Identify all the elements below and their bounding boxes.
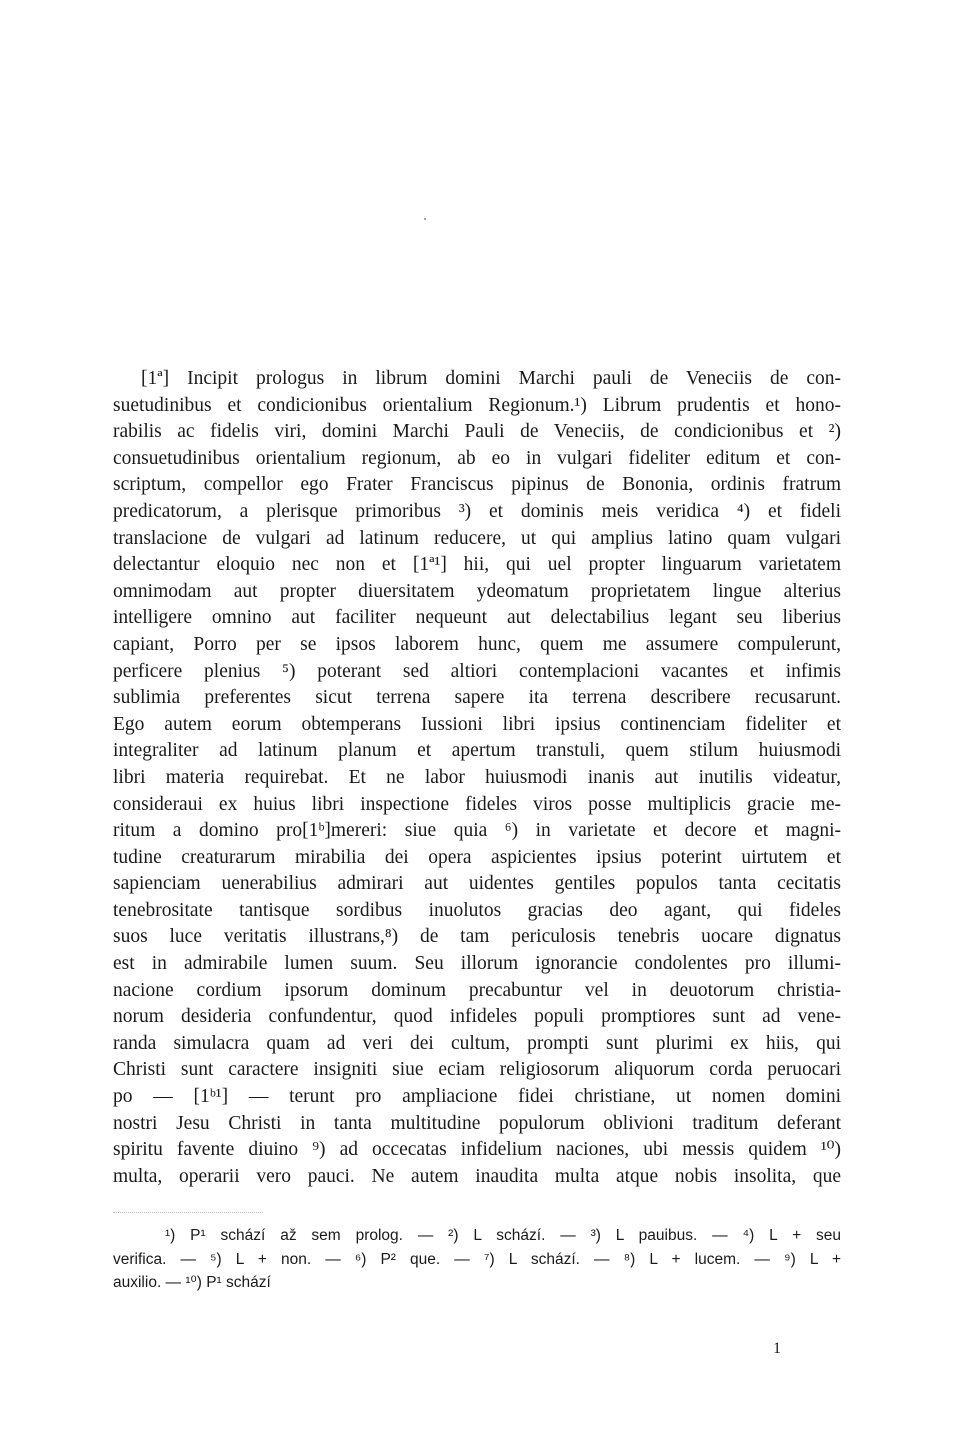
- text-line: suos luce veritatis illustrans,⁸) de tam periculosis tenebris uocare dignatus: [113, 926, 841, 948]
- text-line: intelligere omnino aut faciliter nequeunt aut delectabilius legant seu liberius: [113, 607, 841, 629]
- text-line: tudine creaturarum mirabilia dei opera aspicientes ipsius poterint uirtutem et: [113, 846, 841, 868]
- text-line: tenebrositate tantisque sordibus inuolutos gracias deo agant, qui fideles: [113, 899, 841, 921]
- footnotes-block: [113, 1224, 841, 1295]
- text-line: libri materia requirebat. Et ne labor huiusmodi inanis aut inutilis videatur,: [113, 766, 841, 788]
- text-line: integraliter ad latinum planum et apertum transtuli, quem stilum huiusmodi: [113, 740, 841, 762]
- text-line: omnimodam aut propter diuersitatem ydeomatum proprietatem lingue alterius: [113, 580, 841, 602]
- text-line: sublimia preferentes sicut terrena sapere ita terrena describere recusarunt.: [113, 687, 841, 709]
- text-line: consuetudinibus orientalium regionum, ab eo in vulgari fideliter editum et con-: [113, 447, 841, 469]
- text-line: norum desideria confundentur, quod infideles populi promptiores sunt ad vene-: [113, 1006, 841, 1028]
- text-line: predicatorum, a plerisque primoribus ³) et dominis meis veridica ⁴) et fideli: [113, 500, 841, 522]
- text-line: consideraui ex huius libri inspectione fideles viros posse multiplicis gracie me-: [113, 793, 841, 815]
- text-line: nacione cordium ipsorum dominum precabuntur vel in deuotorum christia-: [113, 979, 841, 1001]
- text-line: scriptum, compellor ego Frater Franciscus pipinus de Bononia, ordinis fratrum: [113, 474, 841, 496]
- text-line: capiant, Porro per se ipsos laborem hunc, quem me assumere compulerunt,: [113, 633, 841, 655]
- text-line: sapienciam uenerabilius admirari aut uidentes gentiles populos tanta cecitatis: [113, 873, 841, 895]
- text-line: [1ª] Incipit prologus in librum domini Marchi pauli de Veneciis de con-: [141, 368, 841, 389]
- main-text-block: [113, 366, 841, 1190]
- text-line: translacione de vulgari ad latinum reducere, ut qui amplius latino quam vulgari: [113, 527, 841, 549]
- text-line: Ego autem eorum obtemperans Iussioni libri ipsius continenciam fideliter et: [113, 713, 841, 735]
- text-line: suetudinibus et condicionibus orientalium Regionum.¹) Librum prudentis et hono-: [113, 394, 841, 416]
- text-line: spiritu favente diuino ⁹) ad occecatas infidelium naciones, ubi messis quidem ¹⁰): [113, 1139, 841, 1161]
- footnote-line: auxilio. — ¹⁰) P¹ schází: [113, 1274, 271, 1291]
- text-line: est in admirabile lumen suum. Seu illorum ignorancie condolentes pro illumi-: [113, 953, 841, 975]
- footnote-line: verifica. — ⁵) L + non. — ⁶) P² que. — ⁷) L schází. — ⁸) L + lucem. — ⁹) L +: [113, 1250, 841, 1268]
- text-line: nostri Jesu Christi in tanta multitudine populorum oblivioni traditum deferant: [113, 1112, 841, 1134]
- text-line: perficere plenius ⁵) poterant sed altiori contemplacioni vacantes et infimis: [113, 660, 841, 682]
- footnote-line: ¹) P¹ schází až sem prolog. — ²) L schází. — ³) L pauibus. — ⁴) L + seu: [165, 1227, 841, 1244]
- text-line: delectantur eloquio nec non et [1ª¹] hii, qui uel propter linguarum varietatem: [113, 554, 841, 576]
- text-line: rabilis ac fidelis viri, domini Marchi Pauli de Veneciis, de condicionibus et ²): [113, 421, 841, 443]
- text-line: Christi sunt caractere insigniti siue eciam religiosorum aliquorum corda peruocari: [113, 1059, 841, 1081]
- stray-mark: [424, 218, 426, 220]
- footnote-separator: [113, 1212, 263, 1213]
- text-line: multa, operarii vero pauci. Ne autem inaudita multa atque nobis insolita, que: [113, 1165, 841, 1187]
- text-line: ritum a domino pro[1ᵇ]mereri: siue quia ⁶) in varietate et decore et magni-: [113, 820, 841, 842]
- text-line: randa simulacra quam ad veri dei cultum, prompti sunt plurimi ex hiis, qui: [113, 1032, 841, 1054]
- page-number: 1: [773, 1340, 781, 1357]
- text-line: po — [1ᵇ¹] — terunt pro ampliacione fidei christiane, ut nomen domini: [113, 1086, 841, 1108]
